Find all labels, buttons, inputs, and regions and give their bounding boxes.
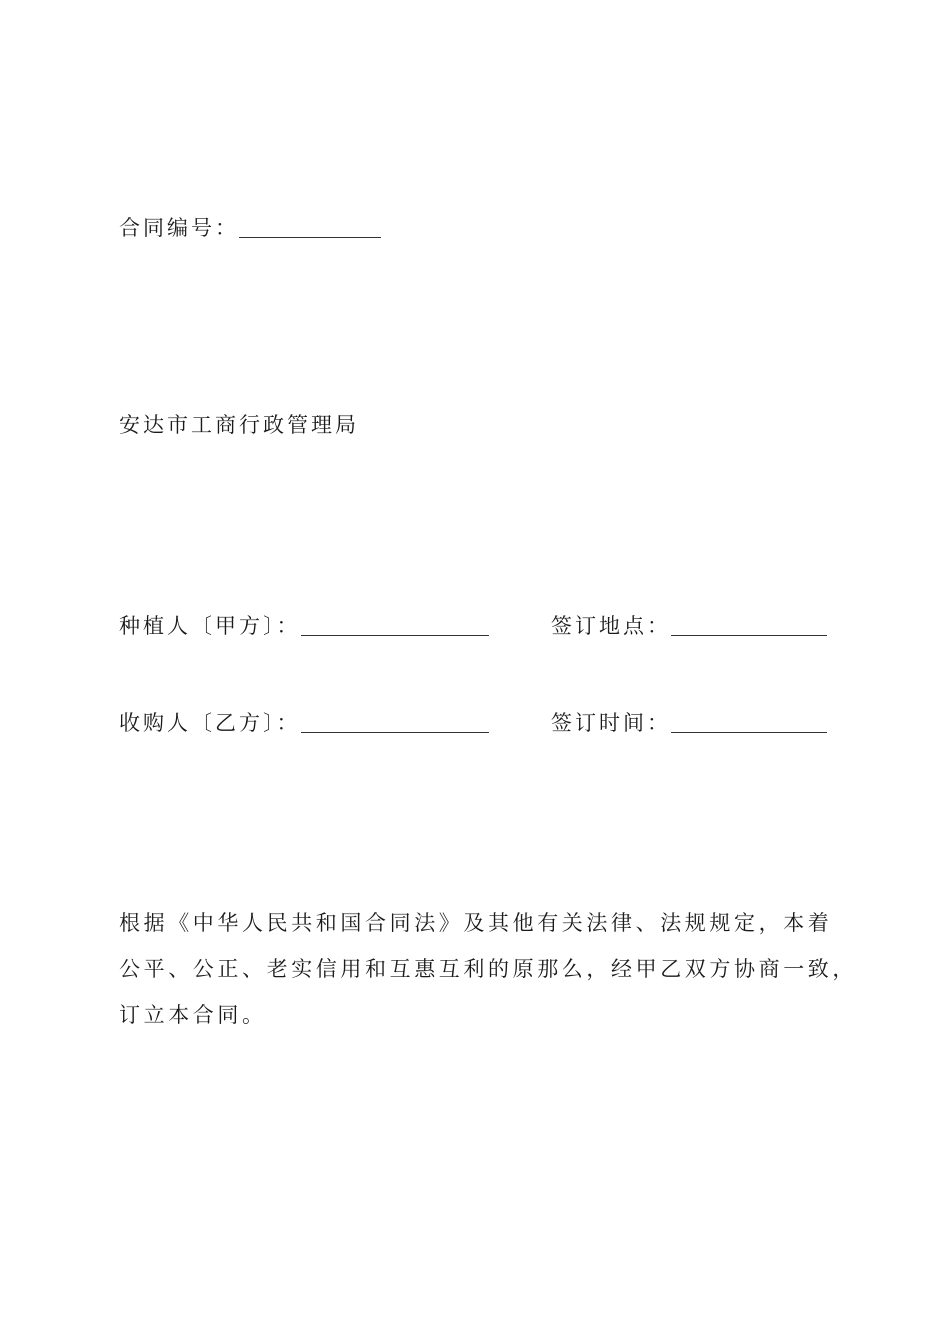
signing-time-row: [551, 709, 827, 737]
issuer-authority: 安达市工商行政管理局: [119, 413, 359, 437]
contract-number-label: 合同编号：: [119, 216, 239, 240]
preamble-line-2: 公平、公正、老实信用和互惠互利的原那么，经甲乙双方协商一致，: [119, 957, 857, 981]
preamble-line-3: 订立本合同。: [119, 1003, 267, 1027]
party-b-blank[interactable]: [301, 712, 489, 733]
party-b-row: [119, 709, 489, 737]
signing-time-label: 签订时间：: [551, 711, 671, 735]
preamble-paragraph: [119, 900, 857, 1038]
party-b-label: 收购人〔乙方〕：: [119, 711, 301, 735]
signing-place-blank[interactable]: [671, 615, 827, 636]
signing-place-row: [551, 612, 827, 640]
contract-number-row: [119, 214, 381, 242]
party-a-blank[interactable]: [301, 615, 489, 636]
preamble-line-1: 根据《中华人民共和国合同法》及其他有关法律、法规规定，本着: [119, 911, 833, 935]
party-a-label: 种植人〔甲方〕：: [119, 614, 301, 638]
signing-place-label: 签订地点：: [551, 614, 671, 638]
signing-time-blank[interactable]: [671, 712, 827, 733]
contract-number-blank[interactable]: [239, 217, 381, 238]
party-a-row: [119, 612, 489, 640]
